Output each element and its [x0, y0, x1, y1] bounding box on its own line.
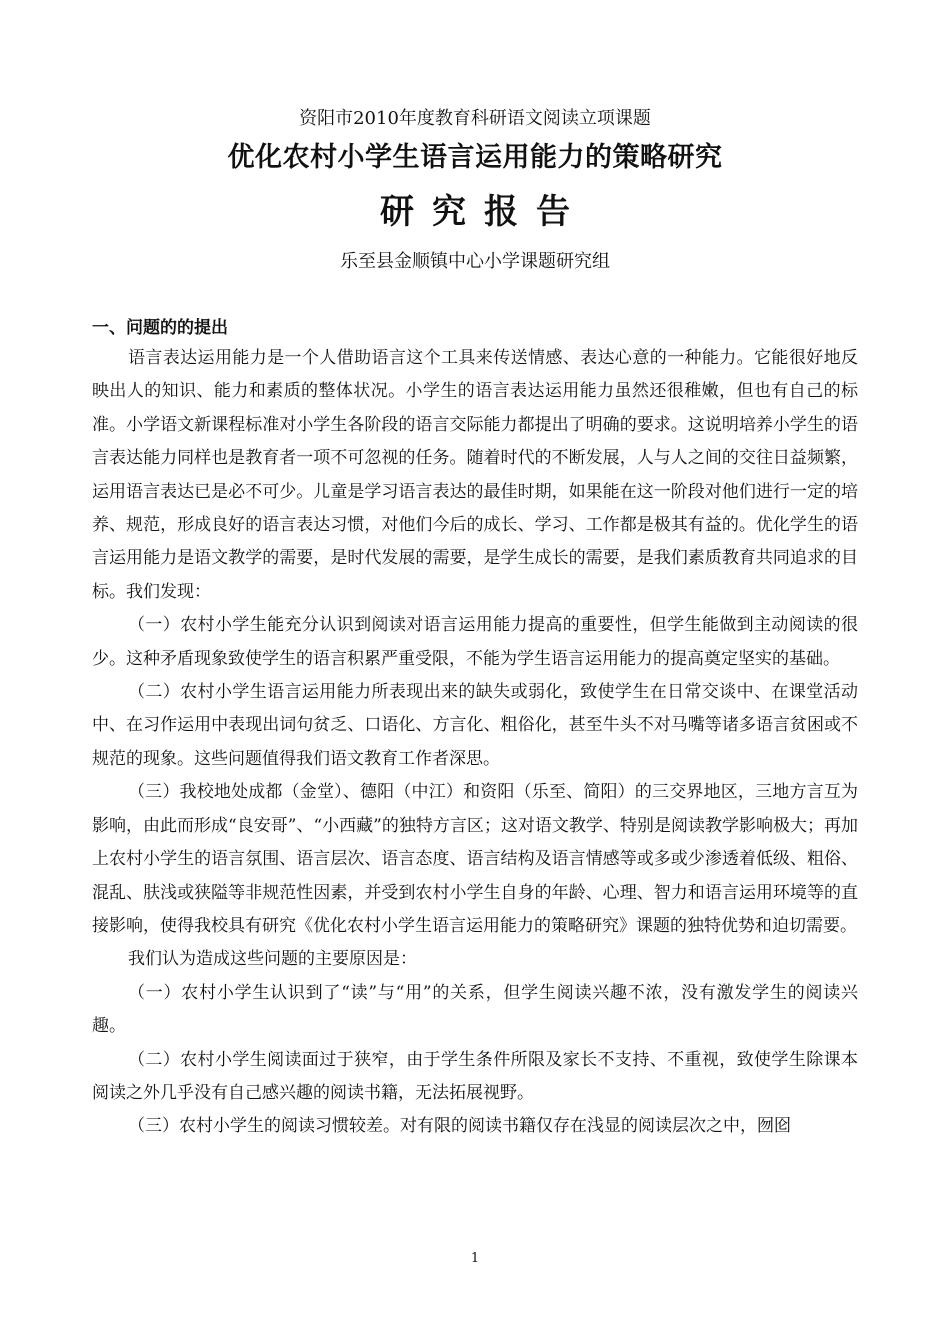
- document-page: [92, 106, 858, 1144]
- paragraph-causes-intro: 我们认为造成这些问题的主要原因是：: [128, 949, 417, 970]
- paragraph-finding-3: （三）我校地处成都（金堂）、德阳（中江）和资阳（乐至、简阳）的三交界地区，三地方言互为影响，由此而形成“良安哥”、“小西藏”的独特方言区；这对语文教学、特别是阅读教学影响极大；再加上农村小学生的语言氛围、语言层次、语言态度、语言结构及语言情感等或多或少渗透着低级、粗俗、混乱、肤浅或狭隘等非规范性因素，并受到农村小学生自身的年龄、心理、智力和语言运用环境等的直接影响，使得我校具有研究《优化农村小学生语言运用能力的策略研究》课题的独特优势和迫切需要。: [92, 782, 858, 936]
- project-subtitle: 资阳市2010年度教育科研语文阅读立项课题: [299, 108, 651, 129]
- paragraph-cause-1: （一）农村小学生认识到了“读”与“用”的关系，但学生阅读兴趣不浓，没有激发学生的阅读兴趣。: [92, 982, 858, 1037]
- paragraph-cause-2: （二）农村小学生阅读面过于狭窄，由于学生条件所限及家长不支持、不重视，致使学生除课本阅读之外几乎没有自己感兴趣的阅读书籍，无法拓展视野。: [92, 1049, 858, 1103]
- page-number: 1: [470, 1251, 480, 1266]
- report-title: 研究报告: [380, 192, 588, 232]
- section-heading: 一、问题的的提出: [92, 318, 228, 338]
- paragraph-finding-1: （一）农村小学生能充分认识到阅读对语言运用能力提高的重要性，但学生能做到主动阅读的很少。这种矛盾现象致使学生的语言积累严重受限，不能为学生语言运用能力的提高奠定坚实的基础。: [92, 615, 858, 669]
- main-title: 优化农村小学生语言运用能力的策略研究: [227, 142, 723, 173]
- paragraph-finding-2: （二）农村小学生语言运用能力所表现出来的缺失或弱化，致使学生在日常交谈中、在课堂活动中、在习作运用中表现出词句贫乏、口语化、方言化、粗俗化，甚至牛头不对马嘴等诸多语言贫困或不规范的现象。这些问题值得我们语文教育工作者深思。: [92, 682, 858, 769]
- research-group: 乐至县金顺镇中心小学课题研究组: [340, 251, 610, 272]
- paragraph-intro: 语言表达运用能力是一个人借助语言这个工具来传送情感、表达心意的一种能力。它能很好地反映出人的知识、能力和素质的整体状况。小学生的语言表达运用能力虽然还很稚嫩，但也有自己的标准。小学语文新课程标准对小学生各阶段的语言交际能力都提出了明确的要求。这说明培养小学生的语言表达能力同样也是教育者一项不可忽视的任务。随着时代的不断发展，人与人之间的交往日益频繁，运用语言表达已是必不可少。儿童是学习语言表达的最佳时期，如果能在这一阶段对他们进行一定的培养、规范，形成良好的语言表达习惯，对他们今后的成长、学习、工作都是极其有益的。优化学生的语言运用能力是语文教学的需要，是时代发展的需要，是学生成长的需要，是我们素质教育共同追求的目标。我们发现：: [92, 348, 858, 602]
- paragraph-cause-3: （三）农村小学生的阅读习惯较差。对有限的阅读书籍仅存在浅显的阅读层次之中，囫囵: [128, 1116, 791, 1137]
